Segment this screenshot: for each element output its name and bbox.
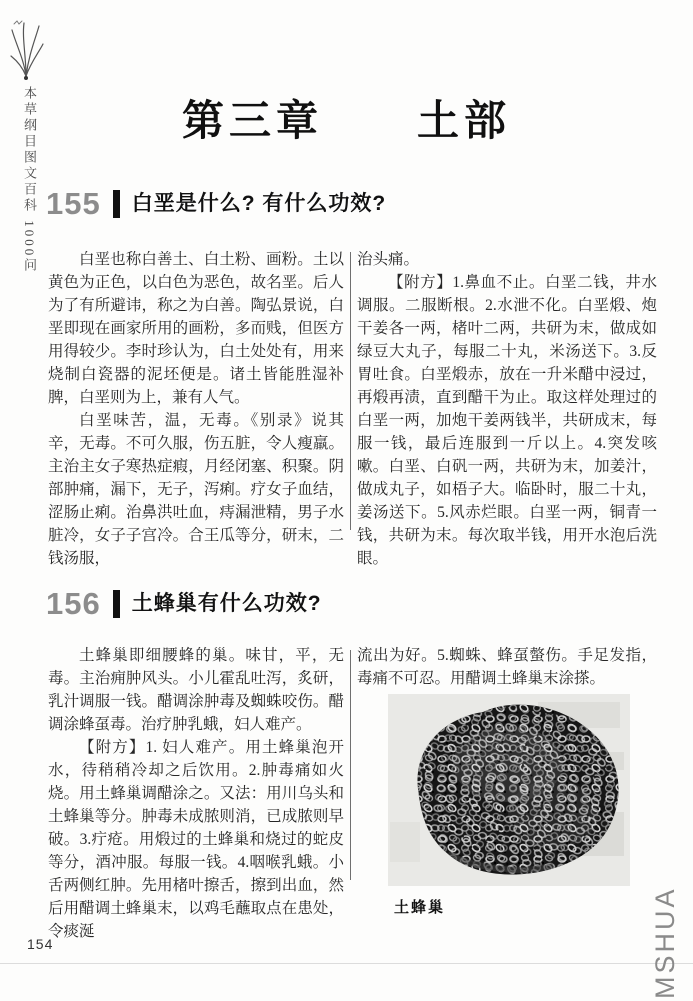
section-number: 156 <box>46 586 101 621</box>
section-155-header <box>46 188 386 219</box>
paragraph: 【附方】1.鼻血不止。白垩二钱，井水调服。二服断根。2.水泄不化。白垩煅、炮干姜各一两，楮叶二两，共研为末，做成如绿豆大丸子，每服二十丸，米汤送下。3.反胃吐食。白垩煅赤，放在一升米醋中浸过，再煅再渍，直到醋干为止。取这样处理过的白垩一两，加炮干姜两钱半，共研成末，每服一钱，最后连服到一斤以上。4.突发咳嗽。白垩、白矾一两，共研为末，加姜汁，做成丸子，如梧子大。临卧时，服二十丸，姜汤送下。5.风赤烂眼。白垩一两，铜青一钱，共研为末。每次取半钱，用开水泡后洗眼。 <box>357 274 657 567</box>
chapter-title: 第三章 土部 <box>181 99 511 145</box>
page-number: 154 <box>27 936 54 952</box>
section-title: 白垩是什么? 有什么功效? <box>131 192 387 215</box>
figure-caption: 土蜂巢 <box>394 899 446 916</box>
section-155-left-column <box>48 248 344 570</box>
paragraph: 土蜂巢即细腰蜂的巢。味甘，平，无毒。主治痈肿风头。小儿霍乱吐泻，炙研，乳汁调服一钱。醋调涂肿毒及蜘蛛咬伤。醋调涂蜂虿毒。治疗肿乳蛾，妇人难产。 <box>48 647 344 733</box>
section-155-right-column <box>357 248 657 570</box>
column-divider-line <box>350 252 351 530</box>
honeycomb-nest-photo <box>388 694 630 886</box>
paragraph: 【附方】1. 妇人难产。用土蜂巢泡开水，待稍稍冷却之后饮用。2.肿毒痛如火烧。用土蜂巢调醋涂之。又法：用川乌头和土蜂巢等分。肿毒未成脓则消，已成脓则早破。3.疔疮。用煅过的土蜂巢和烧过的蛇皮等分，酒冲服。每服一钱。4.咽喉乳蛾。小舌两侧红肿。先用楮叶擦舌，擦到出血，然后用醋调土蜂巢末，以鸡毛蘸取点在患处，令痰涎 <box>48 739 344 940</box>
paragraph-continuation: 流出为好。5.蜘蛛、蜂虿螫伤。手足发指，毒痛不可忍。用醋调土蜂巢末涂搽。 <box>357 647 657 687</box>
column-divider-line <box>350 650 351 880</box>
section-156-header <box>46 588 322 619</box>
section-divider-bar <box>113 590 120 618</box>
orchid-plant-icon <box>8 18 46 84</box>
section-156-right-column <box>357 644 657 690</box>
section-divider-bar <box>113 190 120 218</box>
footer-rule <box>0 963 693 964</box>
section-number: 155 <box>46 186 101 221</box>
watermark-text: MSHUA <box>650 886 680 999</box>
paragraph-continuation: 治头痛。 <box>357 251 420 268</box>
paragraph: 白垩味苦，温，无毒。《别录》说其辛，无毒。不可久服，伤五脏，令人瘦羸。主治主女子寒热症瘕，月经闭塞、积聚。阴部肿痛，漏下，无子，泻痢。疗女子血结，涩肠止痢。治鼻洪吐血，痔漏泄精，男子水脏冷，女子子宫冷。合王瓜等分，研末，二钱汤服， <box>48 412 344 567</box>
paragraph: 白垩也称白善土、白土粉、画粉。土以黄色为正色，以白色为恶色，故名垩。后人为了有所避讳，称之为白善。陶弘景说，白垩即现在画家所用的画粉，多而贱，但医方用得较少。李时珍认为，白土处处有，用来烧制白瓷器的泥坯便是。诸土皆能胜湿补脾，白垩则为上，兼有人气。 <box>48 251 344 406</box>
series-title-vertical: 本草纲目图文百科 1000问 <box>22 86 37 275</box>
section-156-left-column <box>48 644 344 943</box>
section-title: 土蜂巢有什么功效? <box>131 592 322 615</box>
